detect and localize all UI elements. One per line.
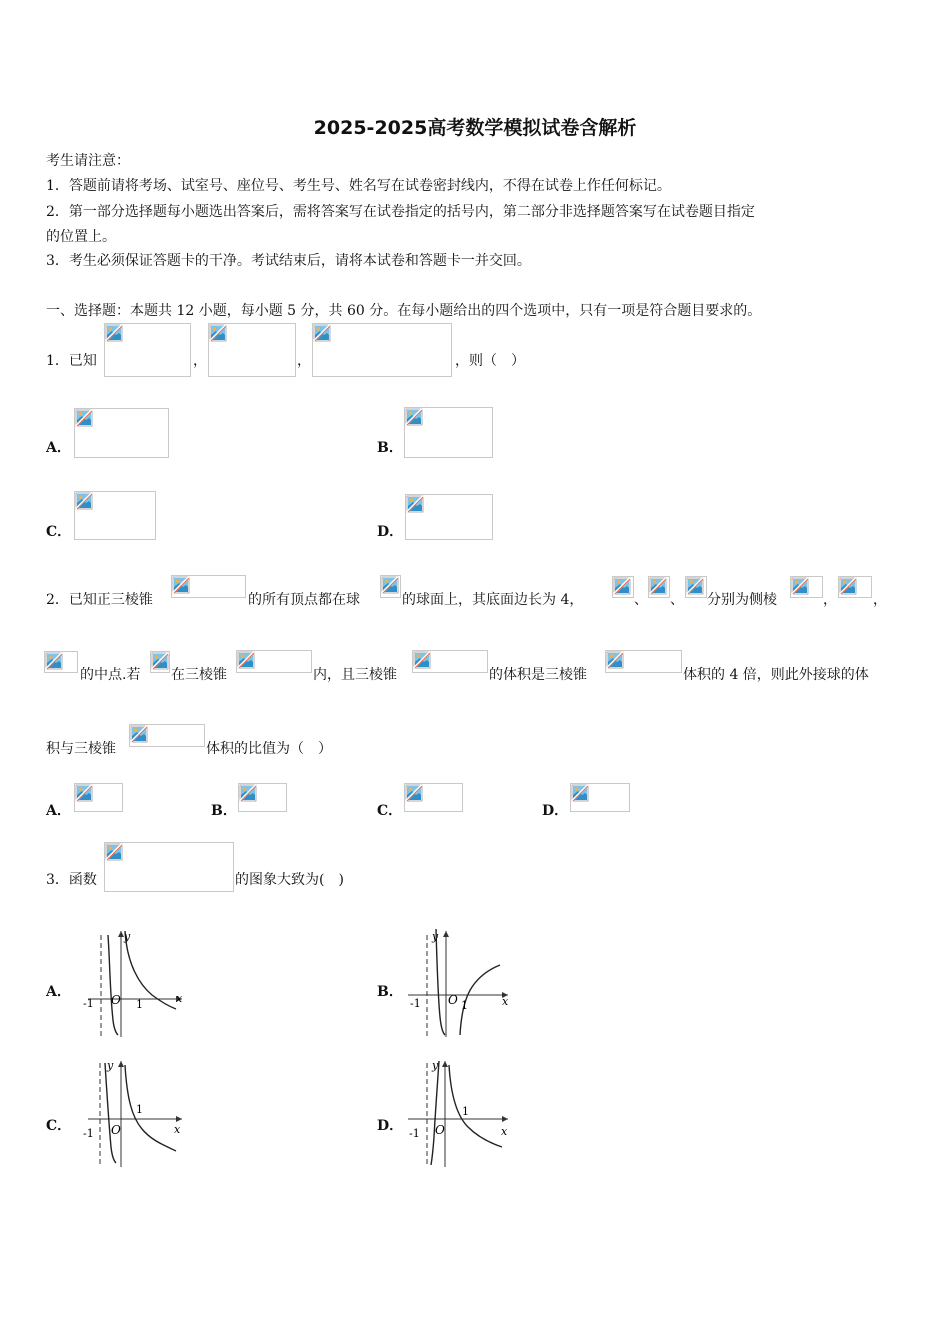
- q2-option-a-label: A．: [46, 803, 71, 819]
- q2-text: 内，且三棱锥: [313, 667, 397, 683]
- q2-text: 体积的 4 倍，则此外接球的体: [683, 667, 869, 683]
- broken-image-icon: [413, 651, 431, 669]
- graph-origin-label: O: [448, 993, 458, 1007]
- broken-image: [685, 576, 707, 598]
- section-heading: 一、选择题：本题共 12 小题，每小题 5 分，共 60 分。在每小题给出的四个选项中，只有一项是符合题目要求的。: [46, 303, 762, 319]
- graph-y-label: y: [107, 1059, 114, 1072]
- graph-option-b: [404, 925, 514, 1040]
- q1-option-d-label: D．: [377, 524, 404, 540]
- graph-one-label: 1: [462, 1105, 469, 1118]
- q3-option-c-label: C．: [46, 1118, 72, 1134]
- q1-separator: ，: [297, 353, 311, 369]
- graph-x-label: x: [176, 992, 183, 1005]
- broken-image-icon: [151, 652, 169, 670]
- broken-image-icon: [75, 784, 93, 802]
- q2-text: 的中点.若: [80, 667, 141, 683]
- broken-image: [104, 323, 191, 377]
- broken-image: [208, 323, 296, 377]
- broken-image-icon: [130, 725, 148, 743]
- q3-option-d-label: D．: [377, 1118, 404, 1134]
- q3-option-b-label: B．: [377, 984, 403, 1000]
- broken-image-icon: [791, 577, 809, 595]
- broken-image-icon: [75, 492, 93, 510]
- notice-item-3: 3．考生必须保证答题卡的干净。考试结束后，请将本试卷和答题卡一并交回。: [46, 253, 531, 269]
- broken-image: [405, 494, 493, 540]
- q2-text: 分别为侧棱: [707, 592, 777, 608]
- notice-item-1: 1．答题前请将考场、试室号、座位号、考生号、姓名写在试卷密封线内，不得在试卷上作任何标记。: [46, 178, 671, 194]
- broken-image-icon: [45, 652, 63, 670]
- q1-option-a-label: A．: [46, 440, 71, 456]
- graph-neg1-label: -1: [83, 1127, 94, 1140]
- notice-heading: 考生请注意：: [46, 153, 130, 169]
- notice-item-2-line2: 的位置上。: [46, 229, 116, 245]
- notice-item-2-line1: 2．第一部分选择题每小题选出答案后，需将答案写在试卷指定的括号内，第二部分非选择题答案写在试卷题目指定: [46, 204, 755, 220]
- graph-option-a: [80, 925, 190, 1040]
- broken-image-icon: [239, 784, 257, 802]
- broken-image-icon: [839, 577, 857, 595]
- broken-image: [404, 407, 493, 458]
- q2-text: ，: [873, 592, 887, 608]
- q2-text: 的所有顶点都在球: [248, 592, 360, 608]
- q3-option-a-label: A．: [46, 984, 71, 1000]
- q2-text: 2．已知正三棱锥: [46, 592, 153, 608]
- broken-image: [44, 651, 78, 673]
- broken-image-icon: [313, 324, 331, 342]
- graph-option-c: [80, 1055, 190, 1170]
- q1-suffix: ，则（ ）: [455, 353, 525, 369]
- broken-image: [412, 650, 488, 673]
- broken-image: [790, 576, 823, 598]
- broken-image: [74, 408, 169, 458]
- q2-option-c-label: C．: [377, 803, 403, 819]
- broken-image: [612, 576, 634, 598]
- broken-image: [150, 651, 170, 673]
- broken-image-icon: [649, 577, 667, 595]
- broken-image-icon: [405, 784, 423, 802]
- graph-one-label: 1: [136, 1103, 143, 1116]
- graph-origin-label: O: [435, 1123, 445, 1137]
- broken-image: [236, 650, 312, 673]
- graph-x-label: x: [174, 1123, 181, 1136]
- q2-text: 在三棱锥: [171, 667, 227, 683]
- q1-option-c-label: C．: [46, 524, 72, 540]
- graph-y-label: y: [432, 930, 439, 943]
- q2-option-b-label: B．: [211, 803, 237, 819]
- q3-suffix: 的图象大致为( ): [235, 872, 344, 888]
- graph-x-label: x: [501, 1125, 508, 1138]
- broken-image: [380, 575, 401, 598]
- broken-image-icon: [75, 409, 93, 427]
- broken-image-icon: [405, 408, 423, 426]
- broken-image-icon: [613, 577, 631, 595]
- page-title: 2025-2025高考数学模拟试卷含解析: [313, 117, 637, 139]
- graph-one-label: 1: [136, 998, 143, 1011]
- broken-image-icon: [237, 651, 255, 669]
- graph-one-label: 1: [461, 999, 468, 1012]
- broken-image: [570, 783, 630, 812]
- broken-image: [838, 576, 872, 598]
- q2-text: 、: [670, 592, 684, 608]
- broken-image: [404, 783, 463, 812]
- q2-text: 、: [634, 592, 648, 608]
- broken-image-icon: [686, 577, 704, 595]
- broken-image: [648, 576, 670, 598]
- graph-neg1-label: -1: [83, 997, 94, 1010]
- graph-neg1-label: -1: [409, 1127, 420, 1140]
- broken-image-icon: [105, 324, 123, 342]
- broken-image: [74, 783, 123, 812]
- q2-text: 积与三棱锥: [46, 741, 116, 757]
- graph-origin-label: O: [111, 993, 121, 1007]
- broken-image-icon: [105, 843, 123, 861]
- graph-origin-label: O: [111, 1123, 121, 1137]
- q1-option-b-label: B．: [377, 440, 403, 456]
- broken-image-icon: [381, 576, 399, 594]
- graph-y-label: y: [124, 930, 131, 943]
- broken-image: [74, 491, 156, 540]
- graph-option-d: [404, 1055, 514, 1170]
- broken-image-icon: [571, 784, 589, 802]
- broken-image-icon: [172, 576, 190, 594]
- broken-image: [605, 650, 682, 673]
- q2-text: 的体积是三棱锥: [489, 667, 587, 683]
- q3-prefix: 3．函数: [46, 872, 97, 888]
- q2-option-d-label: D．: [542, 803, 569, 819]
- graph-neg1-label: -1: [410, 997, 421, 1010]
- broken-image-icon: [606, 651, 624, 669]
- broken-image: [238, 783, 287, 812]
- broken-image-icon: [209, 324, 227, 342]
- q1-prefix: 1．已知: [46, 353, 97, 369]
- q1-separator: ，: [193, 353, 207, 369]
- broken-image: [312, 323, 452, 377]
- broken-image: [104, 842, 234, 892]
- graph-y-label: y: [432, 1059, 439, 1072]
- q2-text: ，: [823, 592, 837, 608]
- q2-text: 体积的比值为（ ）: [206, 741, 332, 757]
- broken-image-icon: [406, 495, 424, 513]
- q2-text: 的球面上，其底面边长为 4，: [402, 592, 584, 608]
- broken-image: [171, 575, 246, 598]
- broken-image: [129, 724, 205, 747]
- graph-x-label: x: [502, 995, 509, 1008]
